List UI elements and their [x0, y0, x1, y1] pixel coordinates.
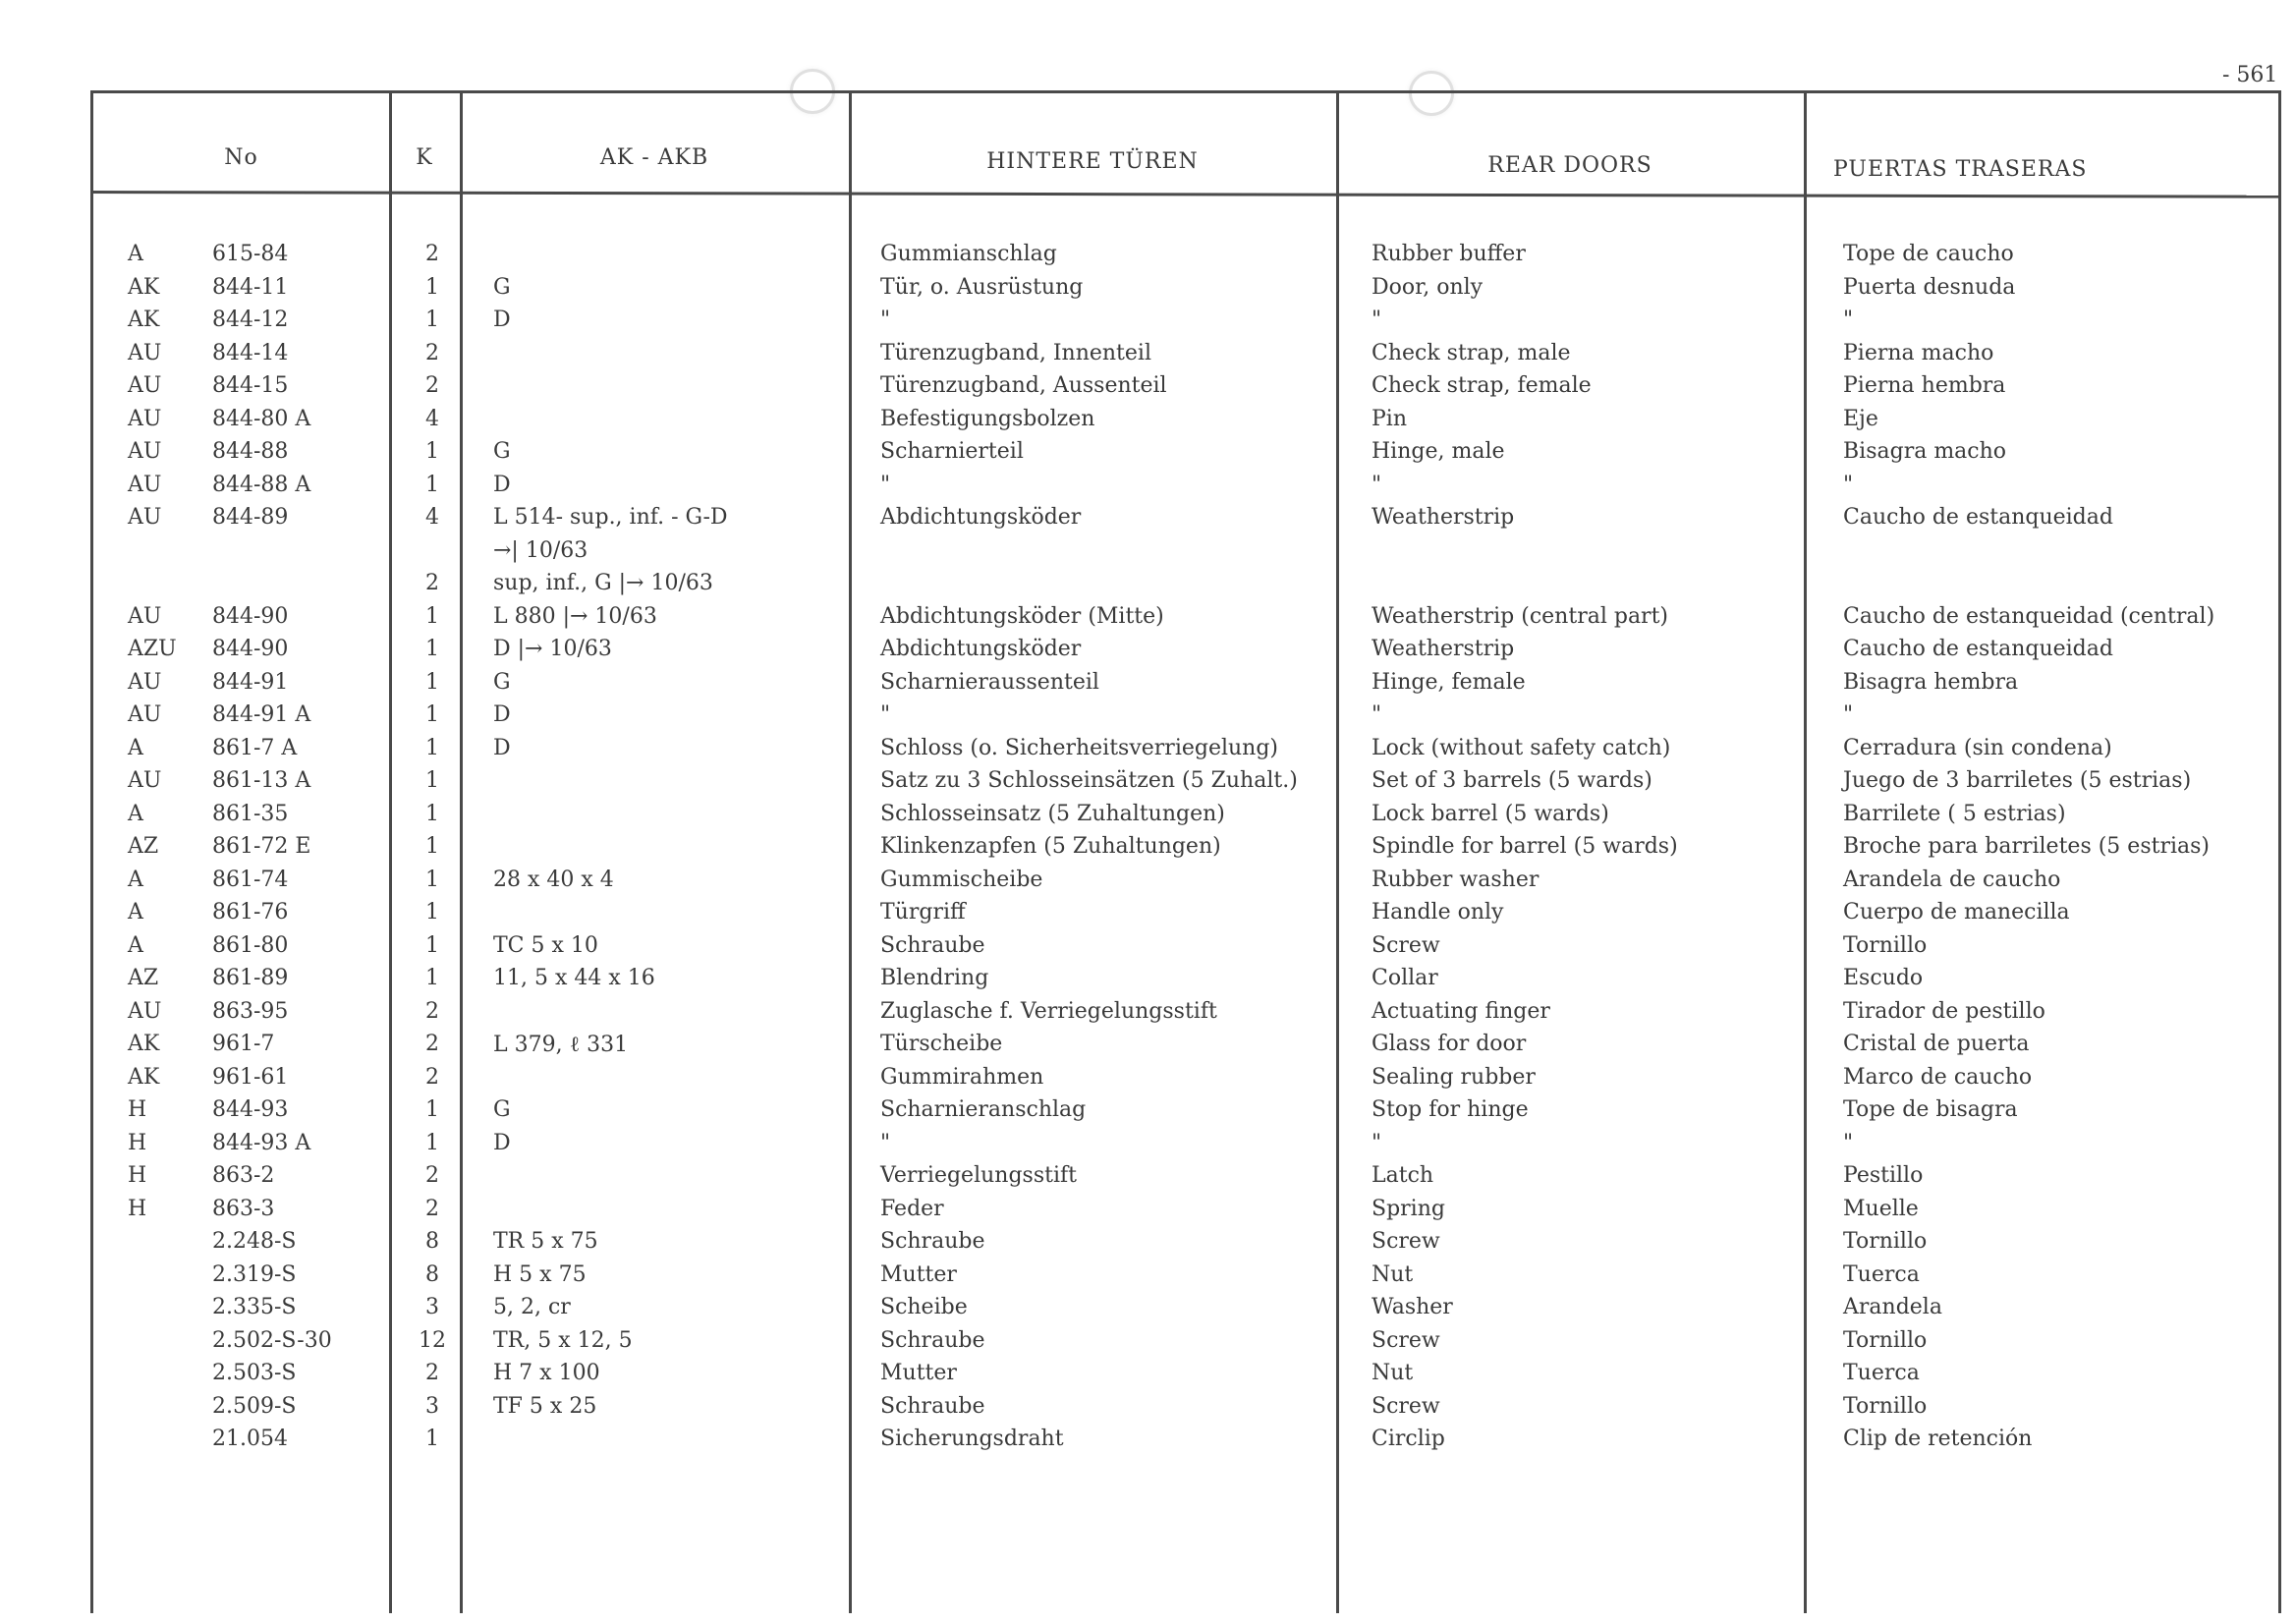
table-row	[0, 933, 2296, 966]
part-prefix: A	[128, 932, 143, 958]
table-row	[0, 900, 2296, 932]
german-description: Schraube	[880, 1393, 985, 1419]
german-description: "	[880, 702, 891, 727]
part-number: 844-14	[212, 340, 289, 365]
english-description: Screw	[1372, 1393, 1440, 1419]
part-number: 844-80 A	[212, 406, 311, 431]
table-row	[0, 1361, 2296, 1393]
spanish-description: "	[1843, 1130, 1854, 1155]
part-number: 961-7	[212, 1032, 275, 1056]
spanish-description: Tope de caucho	[1843, 242, 2014, 266]
english-description: Nut	[1372, 1361, 1414, 1385]
quantity: 2	[425, 340, 439, 365]
header-english: REAR DOORS	[1487, 152, 1652, 178]
part-prefix: H	[128, 1097, 147, 1122]
quantity: 2	[425, 998, 439, 1024]
german-description: Sicherungsdraht	[880, 1427, 1064, 1451]
table-row	[0, 538, 2296, 571]
quantity: 1	[425, 603, 439, 629]
english-description: Rubber buffer	[1372, 242, 1526, 266]
quantity: 1	[425, 1130, 439, 1155]
spanish-description: Tuerca	[1843, 1261, 1920, 1287]
spanish-description: Tornillo	[1843, 1393, 1928, 1419]
spanish-description: Eje	[1843, 406, 1878, 431]
part-prefix: AU	[128, 340, 162, 365]
table-row	[0, 407, 2296, 439]
english-description: Stop for hinge	[1372, 1097, 1529, 1122]
part-number: 844-15	[212, 373, 289, 398]
spanish-description: Marco de caucho	[1843, 1064, 2033, 1090]
german-description: Scharnierteil	[880, 439, 1024, 464]
part-number: 2.509-S	[212, 1393, 297, 1419]
german-description: Scharnieranschlag	[880, 1097, 1087, 1122]
part-prefix: AZ	[128, 966, 159, 990]
english-description: Spindle for barrel (5 wards)	[1372, 834, 1678, 859]
english-description: Check strap, female	[1372, 373, 1592, 398]
part-number: 863-2	[212, 1163, 275, 1188]
ak-akb-spec: TR, 5 x 12, 5	[493, 1327, 633, 1353]
ak-akb-spec: G	[493, 669, 511, 695]
table-row	[0, 505, 2296, 537]
quantity: 8	[425, 1229, 439, 1254]
german-description: Abdichtungsköder (Mitte)	[880, 603, 1164, 629]
table-row	[0, 999, 2296, 1032]
table-row	[0, 1163, 2296, 1196]
german-description: Satz zu 3 Schlosseinsätzen (5 Zuhalt.)	[880, 768, 1298, 793]
german-description: Schraube	[880, 1229, 985, 1254]
part-number: 2.503-S	[212, 1361, 297, 1385]
german-description: Gummirahmen	[880, 1064, 1044, 1090]
table-row	[0, 1394, 2296, 1427]
part-prefix: AK	[128, 1064, 160, 1090]
spanish-description: Caucho de estanqueidad	[1843, 505, 2113, 530]
german-description: Blendring	[880, 966, 989, 990]
german-description: Gummianschlag	[880, 242, 1057, 266]
german-description: Schlosseinsatz (5 Zuhaltungen)	[880, 801, 1225, 826]
spanish-description: Pierna hembra	[1843, 373, 2006, 398]
ak-akb-spec: D	[493, 735, 511, 760]
german-description: Türscheibe	[880, 1032, 1003, 1056]
english-description: "	[1372, 702, 1382, 727]
ak-akb-spec: G	[493, 439, 511, 464]
part-prefix: AU	[128, 768, 162, 793]
english-description: Collar	[1372, 966, 1438, 990]
part-prefix: AZU	[128, 637, 177, 661]
table-row	[0, 1032, 2296, 1064]
english-description: Actuating finger	[1372, 998, 1550, 1024]
ak-akb-spec: 5, 2, cr	[493, 1295, 571, 1319]
table-row	[0, 1295, 2296, 1327]
part-number: 844-91	[212, 669, 289, 695]
table-row	[0, 242, 2296, 274]
ak-akb-spec: G	[493, 1097, 511, 1122]
table-row	[0, 768, 2296, 801]
english-description: Weatherstrip (central part)	[1372, 603, 1668, 629]
english-description: Check strap, male	[1372, 340, 1571, 365]
ak-akb-spec: D	[493, 472, 511, 497]
header-no: No	[224, 144, 258, 170]
part-number: 844-88 A	[212, 472, 311, 497]
german-description: Feder	[880, 1196, 944, 1221]
spanish-description: Tornillo	[1843, 1229, 1928, 1254]
spanish-description: Bisagra hembra	[1843, 669, 2019, 695]
quantity: 1	[425, 801, 439, 826]
english-description: Weatherstrip	[1372, 637, 1515, 661]
quantity: 2	[425, 1064, 439, 1090]
table-row	[0, 868, 2296, 900]
english-description: Washer	[1372, 1295, 1453, 1319]
table-row	[0, 1131, 2296, 1163]
english-description: Circlip	[1372, 1427, 1445, 1451]
part-prefix: A	[128, 242, 143, 266]
quantity: 3	[425, 1393, 439, 1419]
table-row	[0, 308, 2296, 340]
spanish-description: Broche para barriletes (5 estrias)	[1843, 834, 2210, 859]
part-number: 615-84	[212, 242, 289, 266]
quantity: 1	[425, 637, 439, 661]
table-row	[0, 1262, 2296, 1295]
spanish-description: "	[1843, 308, 1854, 332]
part-prefix: A	[128, 735, 143, 760]
part-prefix: AU	[128, 702, 162, 727]
quantity: 1	[425, 900, 439, 924]
spanish-description: Tornillo	[1843, 1327, 1928, 1353]
part-number: 863-95	[212, 998, 289, 1024]
header-german: HINTERE TÜREN	[986, 148, 1199, 174]
header-ak-akb: AK - AKB	[599, 144, 709, 170]
table-row	[0, 1427, 2296, 1459]
quantity: 12	[419, 1327, 446, 1353]
quantity: 1	[425, 735, 439, 760]
english-description: Glass for door	[1372, 1032, 1527, 1056]
table-row	[0, 341, 2296, 373]
part-number: 844-89	[212, 505, 289, 530]
table-row	[0, 802, 2296, 834]
quantity: 2	[425, 1032, 439, 1056]
ak-akb-spec: D	[493, 1130, 511, 1155]
ak-akb-spec: TC 5 x 10	[493, 932, 598, 958]
ak-akb-spec: H 5 x 75	[493, 1261, 587, 1287]
part-number: 2.502-S-30	[212, 1327, 332, 1353]
part-number: 844-91 A	[212, 702, 311, 727]
spanish-description: "	[1843, 472, 1854, 497]
table-row	[0, 670, 2296, 702]
quantity: 8	[425, 1261, 439, 1287]
part-number: 2.319-S	[212, 1261, 297, 1287]
table-row	[0, 439, 2296, 472]
ak-akb-spec: 11, 5 x 44 x 16	[493, 966, 655, 990]
table-row	[0, 1097, 2296, 1130]
spanish-description: Tope de bisagra	[1843, 1097, 2018, 1122]
table-row	[0, 373, 2296, 406]
quantity: 1	[425, 1097, 439, 1122]
german-description: Türenzugband, Aussenteil	[880, 373, 1167, 398]
spanish-description: Puerta desnuda	[1843, 274, 2016, 300]
part-number: 861-7 A	[212, 735, 298, 760]
ak-akb-spec: D |→ 10/63	[493, 637, 612, 661]
ak-akb-spec: sup, inf., G |→ 10/63	[493, 571, 713, 595]
ak-akb-spec: H 7 x 100	[493, 1361, 600, 1385]
german-description: "	[880, 308, 891, 332]
part-prefix: AK	[128, 1032, 160, 1056]
spanish-description: Tornillo	[1843, 932, 1928, 958]
spanish-description: Escudo	[1843, 966, 1924, 990]
quantity: 1	[425, 834, 439, 859]
english-description: Pin	[1372, 406, 1408, 431]
german-description: Abdichtungsköder	[880, 637, 1082, 661]
part-number: 844-11	[212, 274, 289, 300]
quantity: 4	[425, 505, 439, 530]
spanish-description: Juego de 3 barriletes (5 estrias)	[1843, 768, 2192, 793]
spanish-description: Cristal de puerta	[1843, 1032, 2030, 1056]
german-description: Abdichtungsköder	[880, 505, 1082, 530]
quantity: 3	[425, 1295, 439, 1319]
part-prefix: AU	[128, 998, 162, 1024]
spanish-description: Arandela de caucho	[1843, 867, 2061, 892]
quantity: 1	[425, 966, 439, 990]
part-prefix: AU	[128, 439, 162, 464]
part-number: 2.248-S	[212, 1229, 297, 1254]
part-prefix: H	[128, 1163, 147, 1188]
english-description: Spring	[1372, 1196, 1445, 1221]
page-number: - 561	[2222, 63, 2278, 87]
spanish-description: Muelle	[1843, 1196, 1919, 1221]
header-spanish: PUERTAS TRASERAS	[1833, 156, 2088, 182]
ak-akb-spec: TR 5 x 75	[493, 1229, 598, 1254]
english-description: Latch	[1372, 1163, 1434, 1188]
quantity: 2	[425, 1196, 439, 1221]
spanish-description: Tirador de pestillo	[1843, 998, 2045, 1024]
german-description: Schloss (o. Sicherheitsverriegelung)	[880, 735, 1279, 760]
german-description: Klinkenzapfen (5 Zuhaltungen)	[880, 834, 1221, 859]
part-prefix: AU	[128, 373, 162, 398]
english-description: Lock (without safety catch)	[1372, 735, 1671, 760]
part-number: 844-93	[212, 1097, 289, 1122]
part-number: 844-90	[212, 603, 289, 629]
quantity: 1	[425, 702, 439, 727]
quantity: 1	[425, 768, 439, 793]
part-number: 861-35	[212, 801, 289, 826]
ak-akb-spec: L 514- sup., inf. - G-D	[493, 505, 728, 530]
ak-akb-spec: D	[493, 308, 511, 332]
quantity: 2	[425, 571, 439, 595]
quantity: 1	[425, 932, 439, 958]
spanish-description: Bisagra macho	[1843, 439, 2007, 464]
quantity: 1	[425, 308, 439, 332]
spanish-description: Barrilete ( 5 estrias)	[1843, 801, 2066, 826]
table-row	[0, 571, 2296, 603]
spanish-description: Pestillo	[1843, 1163, 1924, 1188]
german-description: Schraube	[880, 932, 985, 958]
german-description: "	[880, 1130, 891, 1155]
english-description: Lock barrel (5 wards)	[1372, 801, 1609, 826]
english-description: "	[1372, 472, 1382, 497]
quantity: 2	[425, 373, 439, 398]
german-description: Scharnieraussenteil	[880, 669, 1099, 695]
part-number: 861-80	[212, 932, 289, 958]
german-description: "	[880, 472, 891, 497]
ak-akb-spec: →| 10/63	[493, 537, 588, 563]
ak-akb-spec: G	[493, 274, 511, 300]
table-row	[0, 275, 2296, 308]
part-number: 21.054	[212, 1427, 288, 1451]
german-description: Tür, o. Ausrüstung	[880, 274, 1084, 300]
header-k: K	[416, 144, 433, 170]
part-prefix: AU	[128, 603, 162, 629]
english-description: Door, only	[1372, 274, 1484, 300]
part-prefix: AU	[128, 669, 162, 695]
table-row	[0, 473, 2296, 505]
quantity: 1	[425, 439, 439, 464]
quantity: 1	[425, 274, 439, 300]
german-description: Scheibe	[880, 1295, 968, 1319]
english-description: "	[1372, 308, 1382, 332]
part-prefix: AK	[128, 274, 160, 300]
table-row	[0, 834, 2296, 867]
english-description: Rubber washer	[1372, 867, 1540, 892]
part-number: 844-88	[212, 439, 289, 464]
quantity: 1	[425, 472, 439, 497]
quantity: 1	[425, 867, 439, 892]
german-description: Schraube	[880, 1327, 985, 1353]
german-description: Gummischeibe	[880, 867, 1043, 892]
ak-akb-spec: TF 5 x 25	[493, 1393, 597, 1419]
quantity: 2	[425, 1163, 439, 1188]
part-prefix: AK	[128, 308, 160, 332]
part-number: 844-93 A	[212, 1130, 311, 1155]
english-description: Weatherstrip	[1372, 505, 1515, 530]
spanish-description: Tuerca	[1843, 1361, 1920, 1385]
part-prefix: AU	[128, 472, 162, 497]
spanish-description: Caucho de estanqueidad (central)	[1843, 603, 2215, 629]
ak-akb-spec: 28 x 40 x 4	[493, 867, 614, 892]
part-prefix: A	[128, 900, 143, 924]
part-number: 861-72 E	[212, 834, 311, 859]
part-prefix: AU	[128, 406, 162, 431]
english-description: Screw	[1372, 1229, 1440, 1254]
german-description: Türenzugband, Innenteil	[880, 340, 1151, 365]
part-prefix: A	[128, 801, 143, 826]
part-prefix: AZ	[128, 834, 159, 859]
german-description: Verriegelungsstift	[880, 1163, 1077, 1188]
part-number: 861-74	[212, 867, 289, 892]
spanish-description: "	[1843, 702, 1854, 727]
table-row	[0, 1328, 2296, 1361]
english-description: Nut	[1372, 1261, 1414, 1287]
table-row	[0, 736, 2296, 768]
german-description: Mutter	[880, 1361, 957, 1385]
english-description: Hinge, male	[1372, 439, 1505, 464]
english-description: Handle only	[1372, 900, 1504, 924]
ak-akb-spec: L 880 |→ 10/63	[493, 603, 657, 629]
quantity: 2	[425, 242, 439, 266]
german-description: Mutter	[880, 1261, 957, 1287]
table-row	[0, 604, 2296, 637]
table-row	[0, 1197, 2296, 1229]
german-description: Türgriff	[880, 900, 966, 924]
spanish-description: Cerradura (sin condena)	[1843, 735, 2112, 760]
quantity: 4	[425, 406, 439, 431]
english-description: Screw	[1372, 932, 1440, 958]
part-number: 961-61	[212, 1064, 289, 1090]
part-prefix: H	[128, 1196, 147, 1221]
spanish-description: Clip de retención	[1843, 1427, 2033, 1451]
quantity: 2	[425, 1361, 439, 1385]
german-description: Befestigungsbolzen	[880, 406, 1095, 431]
german-description: Zuglasche f. Verriegelungsstift	[880, 998, 1217, 1024]
spanish-description: Arandela	[1843, 1295, 1942, 1319]
spanish-description: Cuerpo de manecilla	[1843, 900, 2070, 924]
english-description: "	[1372, 1130, 1382, 1155]
english-description: Screw	[1372, 1327, 1440, 1353]
spanish-description: Caucho de estanqueidad	[1843, 637, 2113, 661]
part-prefix: H	[128, 1130, 147, 1155]
ak-akb-spec: L 379, ℓ 331	[493, 1033, 629, 1057]
english-description: Hinge, female	[1372, 669, 1526, 695]
part-number: 844-90	[212, 637, 289, 661]
part-prefix: AU	[128, 505, 162, 530]
table-row	[0, 702, 2296, 735]
part-number: 861-76	[212, 900, 289, 924]
part-number: 2.335-S	[212, 1295, 297, 1319]
part-prefix: A	[128, 867, 143, 892]
table-row	[0, 637, 2296, 669]
table-row	[0, 1065, 2296, 1097]
spanish-description: Pierna macho	[1843, 340, 1994, 365]
part-number: 844-12	[212, 308, 289, 332]
english-description: Sealing rubber	[1372, 1064, 1536, 1090]
quantity: 1	[425, 1427, 439, 1451]
part-number: 861-13 A	[212, 768, 311, 793]
part-number: 863-3	[212, 1196, 275, 1221]
part-number: 861-89	[212, 966, 289, 990]
table-row	[0, 966, 2296, 998]
quantity: 1	[425, 669, 439, 695]
english-description: Set of 3 barrels (5 wards)	[1372, 768, 1652, 793]
table-row	[0, 1229, 2296, 1261]
ak-akb-spec: D	[493, 702, 511, 727]
